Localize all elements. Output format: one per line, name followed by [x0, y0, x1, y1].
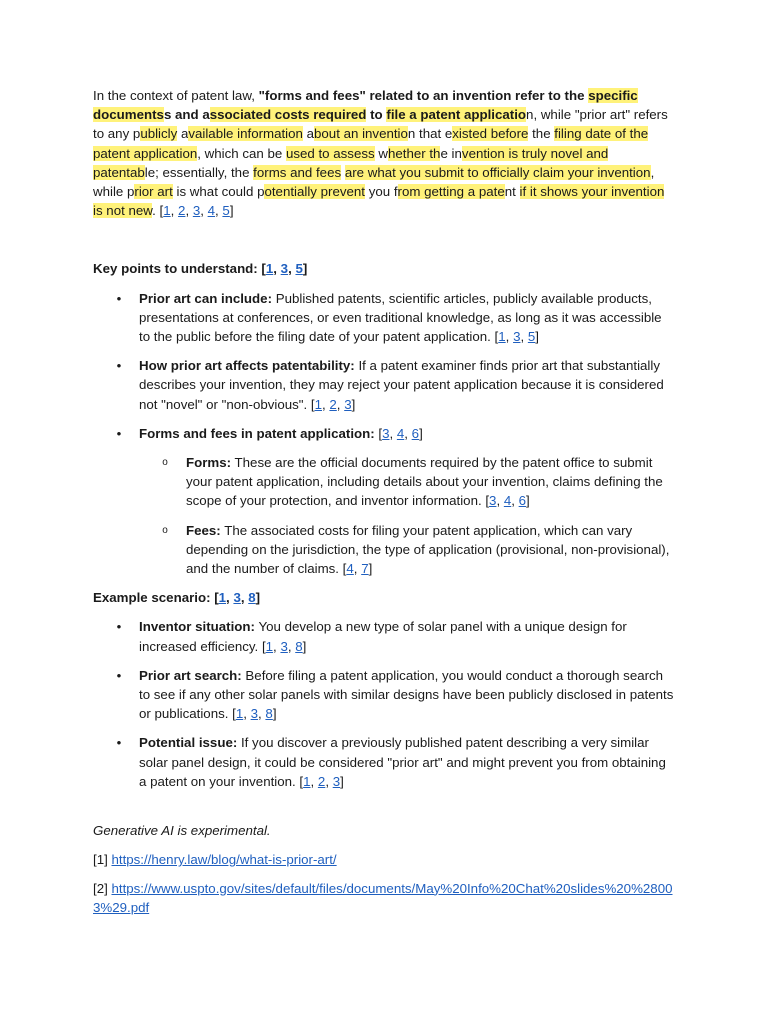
- text-run: , while p: [93, 164, 655, 200]
- text-run: ]: [535, 329, 539, 345]
- text-run: ,: [505, 329, 514, 345]
- text-run: ,: [170, 203, 179, 219]
- bullet-icon: •: [116, 425, 122, 441]
- text-run: Example scenario: [: [93, 590, 219, 606]
- source-link[interactable]: https://www.uspto.gov/sites/default/files/documents/May%20Info%20Chat%20slides%20%28003%29.pdf: [93, 880, 673, 915]
- citation-link[interactable]: 1: [265, 261, 274, 277]
- text-run: ,: [520, 329, 528, 345]
- citation-link[interactable]: 3: [489, 493, 497, 509]
- text-run: n that e: [407, 126, 453, 142]
- key-point-forms-and-fees: [139, 424, 675, 443]
- highlighted-text: vention is truly novel and patentab: [93, 145, 609, 180]
- citation-link[interactable]: 2: [317, 773, 326, 789]
- citation-link[interactable]: 1: [218, 590, 227, 606]
- citation-link[interactable]: 4: [346, 561, 354, 577]
- text-run: ]: [368, 561, 373, 577]
- text-run: ]: [340, 773, 344, 789]
- text-run: ,: [353, 561, 362, 577]
- source-label: [2]: [93, 880, 112, 896]
- example-list: [93, 617, 675, 791]
- citation-link[interactable]: 1: [314, 396, 322, 412]
- citation-link[interactable]: 8: [248, 590, 256, 606]
- text-run: ]: [526, 493, 530, 509]
- example-inventor-situation: [139, 617, 675, 655]
- citation-link[interactable]: 7: [361, 561, 369, 577]
- highlighted-text: filing date of the patent application: [93, 126, 649, 161]
- text-run: How prior art affects patentability:: [139, 358, 355, 374]
- bullet-icon: •: [116, 358, 122, 374]
- text-run: "forms and fees" related to an invention refer to the: [258, 88, 589, 103]
- text-run: [: [374, 425, 383, 441]
- highlighted-text: used to assess: [285, 145, 375, 161]
- text-run: Potential issue:: [139, 735, 238, 751]
- source-1: [93, 850, 675, 869]
- text-run: ,: [200, 203, 208, 219]
- source-2: [93, 879, 675, 917]
- text-run: ,: [185, 203, 193, 219]
- list-item: [93, 733, 675, 791]
- text-run: Prior art can include:: [139, 290, 273, 306]
- text-run: ]: [351, 396, 356, 412]
- text-run: e in: [440, 145, 462, 161]
- intro-paragraph: [93, 86, 675, 220]
- text-run: In the context of patent law,: [93, 88, 259, 103]
- text-run: Forms:: [186, 455, 232, 471]
- citation-link[interactable]: 3: [280, 261, 289, 277]
- document-page: [93, 86, 675, 926]
- sub-point-fees: [186, 521, 675, 579]
- highlighted-text: file a patent applicatio: [386, 107, 527, 123]
- text-run: ,: [322, 396, 330, 412]
- text-run: ,: [258, 706, 266, 722]
- bullet-icon: •: [116, 667, 122, 683]
- highlighted-text: hether th: [387, 145, 441, 161]
- citation-link[interactable]: 5: [222, 203, 230, 219]
- text-run: ]: [302, 638, 307, 654]
- text-run: ,: [288, 261, 296, 277]
- sub-point-forms: [186, 453, 675, 511]
- citation-link[interactable]: 3: [250, 706, 259, 722]
- citation-link[interactable]: 3: [192, 203, 201, 219]
- text-run: ,: [496, 493, 504, 509]
- citation-link[interactable]: 4: [207, 203, 216, 219]
- text-run: If a patent examiner finds prior art that substantially describes your invention, they may reject your patent application because it is considered not "novel" or "non-obvious". [: [139, 358, 664, 412]
- citation-link[interactable]: 5: [527, 329, 536, 345]
- ai-disclaimer: Generative AI is experimental.: [93, 823, 271, 839]
- text-run: ,: [273, 261, 281, 277]
- text-run: ,: [404, 425, 412, 441]
- text-run: You develop a new type of solar panel with a unique design for increased efficiency. [: [139, 619, 627, 654]
- citation-link[interactable]: 6: [518, 493, 527, 509]
- highlighted-text: otentially prevent: [264, 184, 365, 200]
- bullet-icon: •: [116, 619, 122, 635]
- circle-bullet-icon: o: [162, 457, 168, 469]
- citation-link[interactable]: 1: [235, 706, 244, 722]
- text-run: n, while "prior art" refers to any p: [93, 107, 668, 142]
- citation-link[interactable]: 4: [503, 493, 512, 509]
- citation-link[interactable]: 2: [329, 396, 337, 412]
- list-item: [93, 617, 675, 655]
- text-run: These are the official documents required by the patent office to submit your patent application, including details about your invention, claims defining the scope of your protection, and inventor information. [: [186, 455, 663, 509]
- citation-link[interactable]: 1: [163, 203, 171, 219]
- text-run: Published patents, scientific articles, publicly available products, presentations at conferences, or even traditional knowledge, as long as it was accessible to the public before the filing date of your patent application. [: [139, 290, 662, 345]
- text-run: ]: [419, 425, 423, 441]
- highlighted-text: bout an inventio: [314, 126, 408, 142]
- text-run: ]: [255, 590, 261, 606]
- citation-link[interactable]: 2: [178, 203, 186, 219]
- bullet-icon: •: [116, 290, 122, 306]
- text-run: , which can be: [197, 145, 286, 161]
- circle-bullet-icon: o: [162, 524, 168, 536]
- example-scenario-heading: [93, 588, 675, 607]
- text-run: nt: [504, 184, 520, 200]
- key-point-prior-art-includes: [139, 289, 675, 347]
- text-run: le; essentially, the: [144, 164, 254, 180]
- citation-link[interactable]: 3: [280, 638, 288, 654]
- highlighted-text: if it shows your invention is not new: [93, 184, 665, 219]
- bullet-icon: •: [116, 735, 122, 751]
- list-item: [93, 356, 675, 414]
- key-points-heading: [93, 259, 675, 278]
- list-item: [93, 289, 675, 347]
- citation-link[interactable]: 5: [295, 261, 303, 277]
- text-run: Before filing a patent application, you would conduct a thorough search to see if any other solar panels with similar designs have been publicly disclosed in patents or publications. [: [139, 667, 674, 722]
- text-run: ,: [511, 493, 519, 509]
- source-link[interactable]: https://henry.law/blog/what-is-prior-art/: [111, 852, 337, 868]
- citation-link[interactable]: 1: [265, 638, 274, 654]
- text-run: is what could p: [172, 184, 265, 200]
- source-label: [1]: [93, 852, 112, 868]
- highlighted-text: are what you submit to officially claim your invention: [344, 164, 651, 180]
- text-run: you f: [365, 184, 398, 200]
- text-run: w: [374, 145, 388, 161]
- text-run: ,: [389, 425, 397, 441]
- highlighted-text: ssociated costs required: [209, 107, 367, 123]
- text-run: The associated costs for filing your patent application, which can vary depending on the jurisdiction, the type of application (provisional, non-provisional), and the number of claims. [: [186, 522, 670, 577]
- list-item: [139, 453, 675, 511]
- citation-link[interactable]: 1: [498, 329, 506, 345]
- text-run: Inventor situation:: [139, 619, 255, 635]
- highlighted-text: rior art: [134, 184, 173, 200]
- text-run: ,: [273, 638, 281, 654]
- text-run: ]: [272, 706, 277, 722]
- highlighted-text: rom getting a pate: [397, 184, 505, 200]
- highlighted-text: forms and fees: [253, 164, 342, 180]
- highlighted-text: specific documents: [93, 88, 638, 123]
- text-run: s and a: [163, 107, 210, 123]
- text-run: Prior art search:: [139, 667, 242, 683]
- text-run: Fees:: [186, 522, 221, 538]
- text-run: Forms and fees in patent application:: [139, 425, 375, 441]
- citation-link[interactable]: 1: [303, 773, 311, 789]
- citation-link[interactable]: 6: [411, 425, 420, 441]
- text-run: ,: [215, 203, 223, 219]
- list-item: [139, 521, 675, 579]
- list-item: [93, 666, 675, 724]
- text-run: ,: [310, 773, 318, 789]
- text-run: Key points to understand: [: [93, 261, 266, 277]
- text-run: ,: [325, 773, 333, 789]
- text-run: ,: [226, 590, 234, 606]
- text-run: ,: [336, 396, 345, 412]
- citation-link[interactable]: 3: [233, 590, 241, 606]
- text-run: a: [177, 126, 189, 142]
- citation-link[interactable]: 3: [513, 329, 521, 345]
- text-run: . [: [152, 203, 164, 219]
- text-run: ,: [287, 638, 296, 654]
- highlighted-text: ublicly: [140, 126, 178, 142]
- text-run: a: [302, 126, 315, 142]
- text-run: If you discover a previously published patent describing a very similar solar panel design, it could be considered "prior art" and might prevent you from obtaining a patent on your invention. [: [139, 735, 666, 789]
- key-point-patentability: [139, 356, 675, 414]
- text-run: ]: [229, 203, 234, 219]
- citation-link[interactable]: 4: [396, 425, 405, 441]
- text-run: to: [366, 107, 387, 123]
- citation-link[interactable]: 3: [382, 425, 390, 441]
- highlighted-text: xisted before: [452, 126, 529, 142]
- citation-link[interactable]: 3: [344, 396, 352, 412]
- text-run: the: [528, 126, 555, 142]
- list-item: [93, 424, 675, 578]
- key-points-list: [93, 289, 675, 579]
- citation-link[interactable]: 3: [332, 773, 341, 789]
- forms-fees-sublist: [139, 453, 675, 578]
- citation-link[interactable]: 8: [265, 706, 273, 722]
- example-prior-art-search: [139, 666, 675, 724]
- example-potential-issue: [139, 733, 675, 791]
- citation-link[interactable]: 8: [295, 638, 303, 654]
- highlighted-text: vailable information: [188, 126, 303, 142]
- text-run: ,: [243, 706, 251, 722]
- text-run: ]: [302, 261, 308, 277]
- text-run: ,: [240, 590, 249, 606]
